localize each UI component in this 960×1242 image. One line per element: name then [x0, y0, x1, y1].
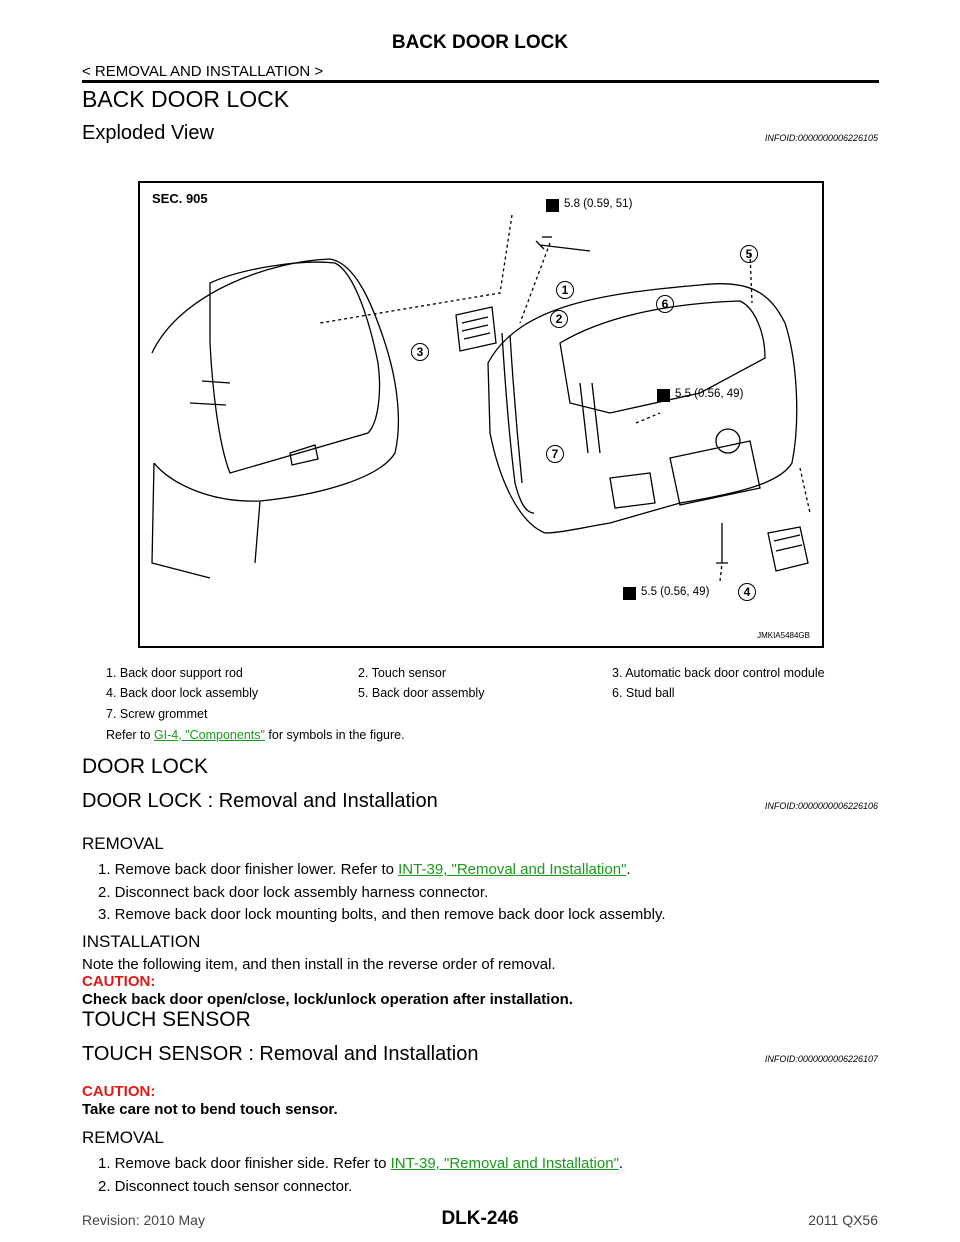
- caution-label: CAUTION:: [82, 973, 156, 990]
- model-text: 2011 QX56: [808, 1212, 878, 1228]
- legend-item-4: 4. Back door lock assembly: [106, 686, 259, 700]
- exploded-view-heading: Exploded View: [82, 122, 214, 144]
- ts-int39-link[interactable]: INT-39, "Removal and Installation": [390, 1155, 619, 1172]
- callout-4: 4: [738, 583, 756, 601]
- page-header-title: BACK DOOR LOCK: [391, 32, 569, 53]
- int39-link[interactable]: INT-39, "Removal and Installation": [398, 861, 627, 878]
- ts-removal-step-1: [98, 1155, 623, 1172]
- torque-wrench-icon: [546, 199, 559, 212]
- infoid-touch-sensor: INFOID:0000000006226107: [764, 1054, 878, 1064]
- figure-code: JMKIA5484GB: [757, 631, 810, 640]
- revision-text: Revision: 2010 May: [82, 1212, 205, 1228]
- figure-sec-label: SEC. 905: [152, 191, 208, 206]
- removal-title: REMOVAL: [82, 834, 164, 853]
- page-number: DLK-246: [441, 1208, 519, 1229]
- step-text: 1. Remove back door finisher side. Refer to: [98, 1155, 391, 1172]
- door-lock-heading: DOOR LOCK: [82, 755, 209, 778]
- touch-sensor-heading: TOUCH SENSOR: [82, 1008, 251, 1031]
- ts-removal-title: REMOVAL: [82, 1128, 164, 1147]
- legend-item-5: 5. Back door assembly: [358, 686, 485, 700]
- exploded-view-figure: [138, 181, 824, 648]
- legend-refer: [106, 728, 405, 742]
- infoid-door-lock: INFOID:0000000006226106: [764, 801, 878, 811]
- removal-step-2: 2. Disconnect back door lock assembly harness connector.: [98, 884, 489, 901]
- torque-spec-2: 5.5 (0.56, 49): [675, 388, 744, 400]
- touch-sensor-subheading: TOUCH SENSOR : Removal and Installation: [82, 1043, 479, 1065]
- torque-spec-1: 5.8 (0.59, 51): [564, 198, 633, 210]
- callout-5: 5: [740, 245, 758, 263]
- callout-6: 6: [656, 295, 674, 313]
- removal-step-3: 3. Remove back door lock mounting bolts, and then remove back door lock assembly.: [98, 906, 666, 923]
- breadcrumb: < REMOVAL AND INSTALLATION >: [82, 63, 324, 80]
- exploded-view-drawing: [140, 183, 822, 646]
- door-lock-subheading: DOOR LOCK : Removal and Installation: [82, 790, 438, 812]
- legend-item-7: 7. Screw grommet: [106, 707, 208, 721]
- ts-caution-label: CAUTION:: [82, 1083, 156, 1100]
- step-text-end: .: [618, 1155, 624, 1172]
- step-text-end: .: [626, 861, 631, 878]
- removal-step-1: [98, 861, 631, 878]
- ts-caution-text: Take care not to bend touch sensor.: [82, 1101, 338, 1118]
- callout-3: 3: [411, 343, 429, 361]
- installation-title: INSTALLATION: [82, 932, 201, 951]
- caution-text: Check back door open/close, lock/unlock operation after installation.: [82, 991, 573, 1008]
- callout-1: 1: [556, 281, 574, 299]
- header-divider: [82, 80, 879, 83]
- torque-wrench-icon: [657, 389, 670, 402]
- torque-wrench-icon: [623, 587, 636, 600]
- torque-spec-3: 5.5 (0.56, 49): [641, 586, 710, 598]
- callout-7: 7: [546, 445, 564, 463]
- section-title: BACK DOOR LOCK: [82, 86, 290, 112]
- legend-item-2: 2. Touch sensor: [358, 666, 447, 680]
- legend-item-1: 1. Back door support rod: [106, 666, 243, 680]
- infoid-exploded: INFOID:0000000006226105: [764, 133, 878, 143]
- step-text: 1. Remove back door finisher lower. Refer to: [98, 861, 399, 878]
- installation-text: Note the following item, and then install in the reverse order of removal.: [82, 956, 556, 973]
- refer-text: Refer to: [106, 728, 154, 742]
- refer-text-end: for symbols in the figure.: [264, 728, 405, 742]
- components-link[interactable]: GI-4, "Components": [153, 728, 265, 742]
- legend-item-3: 3. Automatic back door control module: [612, 666, 825, 680]
- legend-item-6: 6. Stud ball: [612, 686, 675, 700]
- callout-2: 2: [550, 310, 568, 328]
- ts-removal-step-2: 2. Disconnect touch sensor connector.: [98, 1178, 353, 1195]
